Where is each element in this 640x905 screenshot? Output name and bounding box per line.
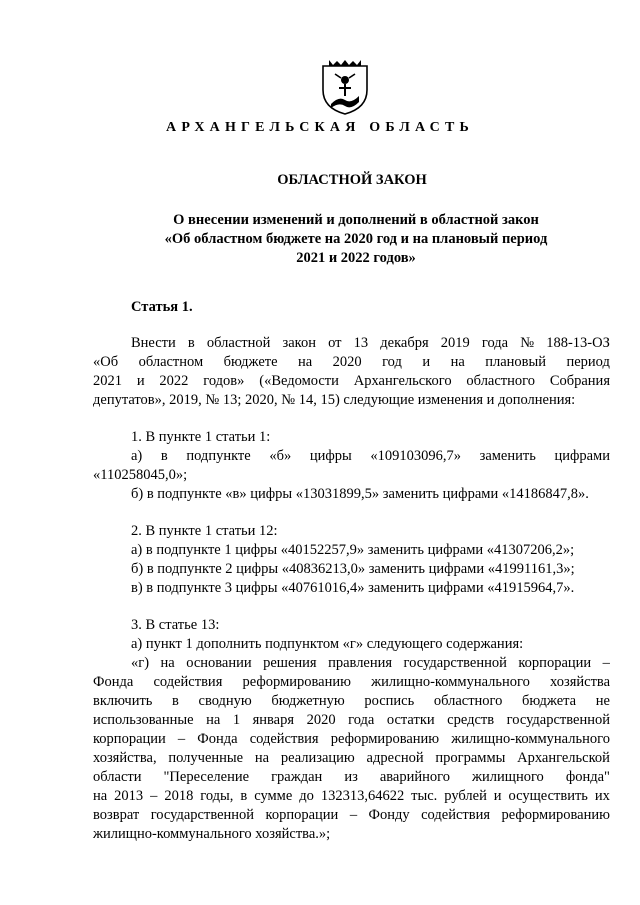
body-line: депутатов», 2019, № 13; 2020, № 14, 15) следующие изменения и дополнения: [93, 392, 576, 408]
word: и [493, 788, 502, 804]
word: 2020 [306, 712, 336, 728]
word: период [566, 354, 610, 370]
word: а) [131, 448, 143, 464]
word: на [254, 750, 270, 766]
word: цифры [309, 448, 352, 464]
body-line: 3. В статье 13: [131, 617, 220, 633]
word: в [187, 335, 195, 351]
law-title-line: «Об областном бюджете на 2020 год и на плановый период [164, 231, 548, 247]
word: в [172, 693, 179, 709]
word: до [299, 788, 314, 804]
word: адресной [366, 750, 424, 766]
word: сумме [254, 788, 293, 804]
word: годы, [200, 788, 234, 804]
word: государственной [506, 712, 610, 728]
word: плановый [485, 354, 547, 370]
body-line [93, 372, 610, 391]
body-line [93, 673, 610, 692]
word: средств [447, 712, 495, 728]
word: 13 [353, 335, 369, 351]
body-paragraph [93, 334, 610, 410]
word: государственной [403, 655, 507, 671]
word: реформированию [501, 807, 610, 823]
word: 2021 [93, 373, 122, 389]
word: – [602, 655, 610, 671]
word: содействия [153, 674, 223, 690]
body-line [93, 806, 610, 825]
word: областного [466, 373, 535, 389]
word: на [297, 354, 313, 370]
word: областного [433, 693, 503, 709]
word: бюджетную [271, 693, 345, 709]
body-line: а) в подпункте 1 цифры «40152257,9» заменить цифрами «41307206,2»; [131, 542, 575, 558]
body-line: а) пункт 1 дополнить подпунктом «г» следующего содержания: [131, 636, 524, 652]
word: граждан [271, 769, 323, 785]
word: на [160, 655, 175, 671]
word: 2020 [332, 354, 362, 370]
region-name: АРХАНГЕЛЬСКАЯ ОБЛАСТЬ [166, 120, 474, 135]
word: роспись [364, 693, 415, 709]
body-line: в) в подпункте 3 цифры «40761016,4» заменить цифрами «41915964,7». [131, 580, 575, 596]
word: 132313,64622 [320, 788, 405, 804]
body-paragraph [93, 522, 610, 598]
word: реформированию [330, 731, 440, 747]
word: фонда" [565, 769, 610, 785]
word: их [594, 788, 610, 804]
word: цифрами [554, 448, 610, 464]
word: жилищно-коммунального [451, 731, 610, 747]
word: программы [435, 750, 506, 766]
body-line: 1. В пункте 1 статьи 1: [131, 429, 271, 445]
word: закон [282, 335, 316, 351]
word: 188-13-ОЗ [546, 335, 610, 351]
word: хозяйства [550, 674, 610, 690]
word: 2019 [440, 335, 470, 351]
body-line [93, 768, 610, 787]
word: года [348, 712, 375, 728]
word: и [136, 373, 145, 389]
word: в [160, 448, 168, 464]
word: сводную [198, 693, 252, 709]
body-line [93, 730, 610, 749]
body-line: б) в подпункте 2 цифры «40836213,0» заменить цифрами «41991161,3»; [131, 561, 575, 577]
word: областном [138, 354, 204, 370]
coat-of-arms-icon [321, 60, 369, 116]
word: корпорации [265, 807, 339, 823]
word: «б» [269, 448, 292, 464]
word: рублей [444, 788, 487, 804]
word: полученные [168, 750, 244, 766]
body-line [93, 654, 610, 673]
body-line: 2. В пункте 1 статьи 12: [131, 523, 278, 539]
word: на [93, 788, 108, 804]
word: и [422, 354, 431, 370]
word: включить [93, 693, 153, 709]
word: декабря [380, 335, 429, 351]
word: хозяйства, [93, 750, 157, 766]
law-title-line: 2021 и 2022 годов» [296, 250, 416, 266]
word: возврат [93, 807, 140, 823]
word: бюджете [223, 354, 278, 370]
word: на [206, 712, 221, 728]
word: января [252, 712, 295, 728]
word: Собрания [549, 373, 610, 389]
word: реализацию [280, 750, 355, 766]
body-line [93, 749, 610, 768]
paragraph-gap [93, 410, 610, 428]
body-paragraph [93, 616, 610, 844]
word: использованные [93, 712, 194, 728]
word: Внести [131, 335, 176, 351]
word: основании [186, 655, 252, 671]
word: 2013 [114, 788, 144, 804]
law-body [93, 334, 610, 844]
word: Фонда [93, 674, 134, 690]
law-title-line: О внесении изменений и дополнений в областной закон [173, 212, 539, 228]
word: правления [328, 655, 393, 671]
body-line [93, 353, 610, 372]
word: № [520, 335, 535, 351]
word: "Переселение [163, 769, 250, 785]
body-line: «110258045,0»; [93, 467, 188, 483]
word: Архангельской [517, 750, 610, 766]
word: Фонду [368, 807, 410, 823]
body-line: жилищно-коммунального хозяйства.»; [93, 826, 331, 842]
word: 2018 [164, 788, 194, 804]
word: тыс. [411, 788, 438, 804]
word: из [344, 769, 358, 785]
word: осуществить [508, 788, 588, 804]
paragraph-gap [93, 598, 610, 616]
word: жилищно-коммунального [371, 674, 530, 690]
word: государственной [150, 807, 255, 823]
word: «г) [131, 655, 150, 671]
word: областной [206, 335, 271, 351]
body-line: б) в подпункте «в» цифры «13031899,5» заменить цифрами «14186847,8». [131, 486, 589, 502]
word: «109103096,7» [370, 448, 461, 464]
word: остатки [386, 712, 435, 728]
body-line [93, 334, 610, 353]
word: Фонда [197, 731, 238, 747]
word: 2022 [159, 373, 189, 389]
body-paragraph [93, 428, 610, 504]
word: жилищного [472, 769, 544, 785]
word: от [328, 335, 342, 351]
law-title [96, 211, 616, 268]
paragraph-gap [93, 504, 610, 522]
word: аварийного [379, 769, 450, 785]
word: подпункте [186, 448, 251, 464]
word: решения [263, 655, 317, 671]
word: годов» [203, 373, 245, 389]
word: – [150, 788, 158, 804]
word: бюджета [522, 693, 577, 709]
word: реформированию [242, 674, 351, 690]
word: Архангельского [353, 373, 452, 389]
body-line [93, 711, 610, 730]
word: года [481, 335, 509, 351]
body-line [93, 692, 610, 711]
word: 1 [232, 712, 241, 728]
body-line [93, 447, 610, 466]
word: корпорации [518, 655, 592, 671]
word: «Об [93, 354, 119, 370]
word: содействия [249, 731, 319, 747]
word: в [240, 788, 248, 804]
word: содействия [421, 807, 491, 823]
word: на [450, 354, 465, 370]
document-type: ОБЛАСТНОЙ ЗАКОН [277, 172, 427, 188]
word: области [93, 769, 142, 785]
word: корпорации [93, 731, 166, 747]
word: – [349, 807, 358, 823]
word: год [382, 354, 402, 370]
word: не [595, 693, 610, 709]
word: заменить [479, 448, 536, 464]
body-line [93, 787, 610, 806]
word: («Ведомости [259, 373, 339, 389]
article-heading: Статья 1. [131, 299, 193, 315]
word: – [177, 731, 186, 747]
